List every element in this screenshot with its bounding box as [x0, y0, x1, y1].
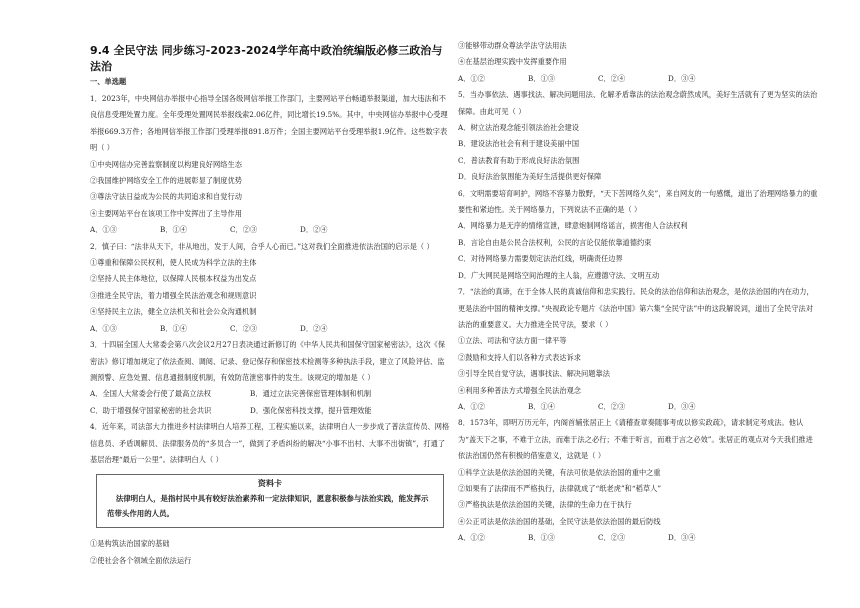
info-card-title: 资料卡 [257, 479, 283, 489]
question-3-stem: 3．十四届全国人大常委会第八次会议2月27日表决通过新修订的《中华人民共和国保守国家秘密法》，这次《保密法》修订增加规定了依法查阅、调阅、记录、登记保存和保密技术检测等多种执法手段，建立了风险评估、监测预警、应急处置、信息通报制度机制，有效防范泄密事件的发生。该规定的增加是（ ） [90, 340, 446, 382]
question-8-option: ③严格执法是依法治国的关键，法律的生命力在于执行 [458, 500, 632, 510]
question-4-choices [458, 71, 818, 87]
question-2-option: ④坚持民主立法，健全立法机关和社会公众沟通机制 [90, 307, 257, 317]
question-5-option: D．良好法治氛围能为美好生活提供更好保障 [458, 172, 602, 182]
choice-d: D．强化保密科技支撑，提升管理效能 [250, 405, 372, 415]
question-1 [90, 91, 450, 239]
info-card-body: 法律明白人，是指村民中具有较好法治素养和一定法律知识，愿意积极参与法治实践，能发挥示范带头作用的人员。 [107, 494, 429, 519]
info-card [96, 474, 444, 528]
choice-c: C．②③ [230, 225, 258, 235]
right-column [458, 38, 818, 547]
question-6-stem: 6．文明需要培育呵护，网络不容暴力散野，“天下苦网络久矣”，来自网友的一句感慨，道出了治理网络暴力的重要性和紧迫性。关于网络暴力，下列说法不正确的是（ ） [458, 188, 818, 215]
question-8-option: ①科学立法是依法治国的关键，有法可依是依法治国的重中之重 [458, 467, 661, 477]
question-4-stem: 4．近年来，司法部大力推进乡村法律明白人培养工程，工程实施以来，法律明白人一步步成了普法宣传员、网格信息员、矛盾调解员、法律服务员的“多员合一”，做到了矛盾纠纷的解决“小事不出村、大事不出街镇”，打通了基层治理“最后一公里”。法律明白人（ ） [90, 422, 450, 464]
choice-c: C．助于增强保守国家秘密的社会共识 [90, 405, 212, 415]
question-1-option: ①中央网信办完善监察制度以构建良好网络生态 [90, 159, 242, 169]
question-2 [90, 239, 450, 337]
question-8-option: ②如果有了法律而不严格执行，法律就成了“纸老虎”和“稻草人” [458, 483, 662, 493]
question-3-choices-row1 [90, 386, 450, 402]
question-8-option: ④公正司法是依法治国的基础，全民守法是依法治国的最后防线 [458, 516, 661, 526]
question-8-choices [458, 530, 818, 546]
question-1-stem: 1．2023年，中央网信办举报中心指导全国各级网信举报工作部门，主要网站平台畅通举报渠道，加大违法和不良信息受理处置力度。全年受理处置网民举报线索2.06亿件，同比增长19.5%。其中，中央网信办举报中心受理举报669.3万件；各地网信举报工作部门受理举报891.8万件；全国主要网站平台受理举报1.9亿件。这些数字表明（ ） [90, 94, 448, 153]
choice-a: A．①② [458, 533, 485, 543]
question-4 [90, 419, 450, 569]
choice-b: B．①④ [160, 323, 188, 333]
choice-d: D．③④ [668, 401, 696, 411]
question-5 [458, 87, 818, 185]
question-6-option: C．对待网络暴力需要划定法治红线，明确责任边界 [458, 254, 623, 264]
choice-d: D．③④ [668, 73, 696, 83]
choice-b: B．①④ [528, 401, 556, 411]
choice-c: C．②③ [598, 401, 626, 411]
question-4-option: ①是构筑法治国家的基础 [90, 539, 170, 549]
question-6-option: D．广大网民是网络空间治理的主人翁，应遵德守法、文明互动 [458, 270, 660, 280]
question-2-option: ②坚持人民主体地位，以保障人民根本权益为出发点 [90, 274, 257, 284]
question-7-stem: 7．“法治的真谛，在于全体人民的真诚信仰和忠实践行。民众的法治信仰和法治观念，是依法治国的内在动力，更是法治中国的精神支撑。”央视政论专题片《法治中国》第六集“全民守法”中的这段解说词，道出了全民守法对法治的重要意义。大力推进全民守法，要求（ ） [458, 287, 814, 329]
question-4-option: ②使社会各个领域全面依法运行 [90, 555, 192, 565]
question-7-option: ④利用多种普法方式增强全民法治观念 [458, 385, 582, 395]
section-heading: 一、单选题 [90, 77, 127, 86]
question-5-option: B．建设法治社会有利于建设美丽中国 [458, 139, 580, 149]
question-7-option: ③引导全民自觉守法，遇事找法、解决问题靠法 [458, 369, 610, 379]
question-1-option: ④主要网站平台在该项工作中发挥出了主导作用 [90, 208, 242, 218]
question-4-option: ③能够带动群众尊法学法守法用法 [458, 41, 567, 50]
question-2-choices [90, 321, 450, 337]
question-1-option: ③尊法守法日益成为公民的共同追求和自觉行动 [90, 192, 242, 202]
question-6-option: A．网络暴力是无序的情绪宣泄，肆意炮制网络谣言，损害他人合法权利 [458, 221, 688, 231]
question-2-option: ①尊重和保障公民权利，使人民成为科学立法的主体 [90, 258, 257, 268]
choice-a: A．全国人大常委会行使了最高立法权 [90, 389, 212, 399]
choice-a: A．①② [458, 401, 485, 411]
question-2-option: ③推进全民守法，着力增强全民法治观念和规则意识 [90, 290, 257, 300]
choice-d: D．②④ [300, 225, 328, 235]
choice-d: D．③④ [668, 533, 696, 543]
choice-b: B．①③ [528, 73, 556, 83]
question-6 [458, 186, 818, 284]
question-5-option: A．树立法治观念能引领法治社会建设 [458, 123, 580, 133]
choice-a: A．①② [458, 73, 485, 83]
question-5-stem: 5．当办事依法、遇事找法、解决问题用法、化解矛盾靠法的法治观念蔚然成风，美好生活就有了更为坚实的法治保障。由此可见（ ） [458, 90, 818, 116]
question-8 [458, 415, 818, 546]
choice-c: C．②③ [230, 323, 258, 333]
choice-a: A．①③ [90, 225, 117, 235]
question-7-option: ②鼓励和支持人们以各种方式表达诉求 [458, 352, 582, 362]
question-7-choices [458, 399, 818, 415]
choice-a: A．①③ [90, 323, 117, 333]
question-6-option: B．言论自由是公民合法权利，公民的言论仅能依靠道德约束 [458, 237, 652, 247]
choice-b: B．①③ [528, 533, 556, 543]
question-4-option: ④在基层治理实践中发挥重要作用 [458, 57, 567, 67]
question-1-choices [90, 222, 450, 238]
question-8-stem: 8．1573年，即明万历元年，内阁首辅张居正上《请稽查章奏随事考成以修实政疏》，请求制定考成法。他认为“盖天下之事，不难于立法，而难于法之必行；不难于听言，而难于言之必效”。张居正的观点对今天我们推进依法治国仍然有积极的借鉴意义，这就是（ ） [458, 418, 813, 461]
question-1-option: ②我国维护网络安全工作的进展彰显了制度优势 [90, 176, 242, 186]
choice-b: B．通过立法完善保密管理体制和机制 [250, 389, 372, 399]
question-3-choices-row2 [90, 403, 450, 419]
choice-d: D．②④ [300, 323, 328, 333]
choice-c: C．②③ [598, 533, 626, 543]
question-3 [90, 337, 450, 419]
choice-b: B．①④ [160, 225, 188, 235]
question-7 [458, 284, 818, 415]
document-title: 9.4 全民守法 同步练习-2023-2024学年高中政治统编版必修三政治与法治 [90, 44, 443, 73]
choice-c: C．②④ [598, 73, 626, 83]
question-7-option: ①立法、司法和守法方面一律平等 [458, 336, 567, 346]
question-5-option: C．普法教育有助于形成良好法治氛围 [458, 155, 580, 165]
question-2-stem: 2．慎子曰：“法非从天下，非从地出，发于人间，合乎人心而已。”这对我们全面推进依法治国的启示是（ ） [90, 241, 434, 251]
question-4-continued [458, 38, 818, 87]
left-column [90, 40, 450, 569]
